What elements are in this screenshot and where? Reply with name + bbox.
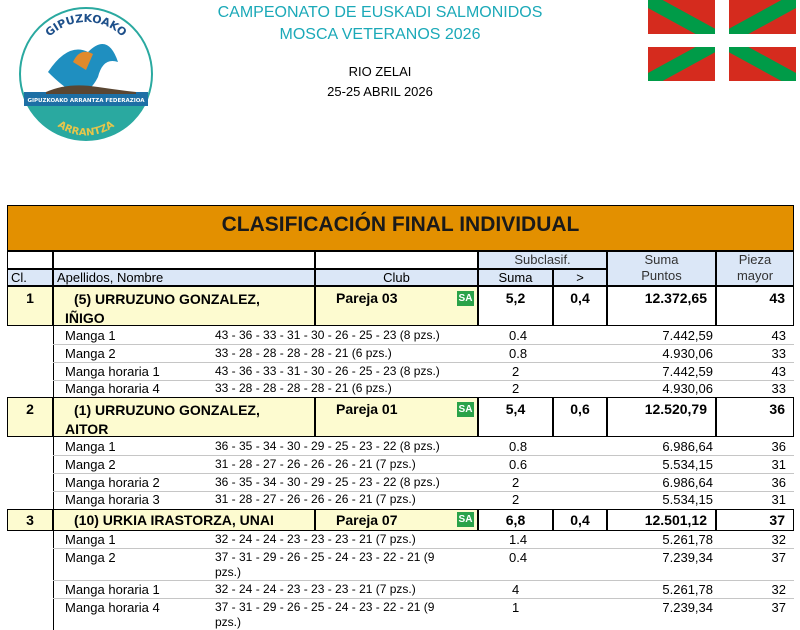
manga-detail: 33 - 28 - 28 - 28 - 28 - 21 (6 pzs.) bbox=[215, 346, 392, 360]
manga-detail: 36 - 35 - 34 - 30 - 29 - 25 - 23 - 22 (8 pzs.) bbox=[215, 475, 440, 489]
header-blank-club bbox=[315, 251, 478, 269]
row-puntos: 12.372,65 bbox=[607, 286, 716, 326]
header-cl: Cl. bbox=[7, 269, 53, 286]
sa-badge: SA bbox=[458, 293, 473, 304]
manga-detail: 33 - 28 - 28 - 28 - 28 - 21 (6 pzs.) bbox=[215, 381, 392, 395]
manga-label: Manga 1 bbox=[65, 328, 116, 343]
manga-row bbox=[53, 580, 794, 598]
manga-detail: 37 - 31 - 29 - 26 - 25 - 24 - 23 - 22 - 21 (9 bbox=[215, 600, 435, 614]
manga-pieza: 32 bbox=[771, 532, 786, 547]
header-puntos-bottom: Puntos bbox=[641, 268, 682, 283]
manga-puntos: 7.442,59 bbox=[662, 328, 713, 343]
manga-pieza: 33 bbox=[771, 381, 786, 396]
manga-puntos: 7.239,34 bbox=[662, 600, 713, 615]
manga-position: 0.8 bbox=[509, 439, 528, 454]
sa-badge: SA bbox=[458, 514, 473, 525]
manga-detail: 32 - 24 - 24 - 23 - 23 - 23 - 21 (7 pzs.) bbox=[215, 582, 416, 596]
manga-position: 4 bbox=[512, 582, 520, 597]
row-gt: 0,4 bbox=[553, 286, 607, 326]
manga-position: 0.6 bbox=[509, 457, 528, 472]
header-suma-puntos bbox=[607, 251, 716, 286]
manga-detail: 31 - 28 - 27 - 26 - 26 - 26 - 21 (7 pzs.) bbox=[215, 492, 416, 506]
header-pieza-top: Pieza bbox=[738, 252, 772, 267]
manga-label: Manga horaria 1 bbox=[65, 364, 160, 379]
manga-row bbox=[53, 455, 794, 473]
row-puntos: 12.520,79 bbox=[607, 397, 716, 437]
row-position: 2 bbox=[7, 397, 53, 437]
manga-detail: 31 - 28 - 27 - 26 - 26 - 26 - 21 (7 pzs.) bbox=[215, 457, 416, 471]
manga-row bbox=[53, 437, 794, 455]
manga-detail-cont: pzs.) bbox=[215, 615, 242, 629]
row-name-line1: (10) URKIA IRASTORZA, UNAI bbox=[74, 512, 274, 528]
manga-detail: 32 - 24 - 24 - 23 - 23 - 23 - 21 (7 pzs.) bbox=[215, 532, 416, 546]
manga-detail: 43 - 36 - 33 - 31 - 30 - 26 - 25 - 23 (8 pzs.) bbox=[215, 328, 440, 342]
manga-puntos: 4.930,06 bbox=[662, 346, 713, 361]
manga-detail: 37 - 31 - 29 - 26 - 25 - 24 - 23 - 22 - 21 (9 bbox=[215, 550, 435, 564]
header-suma: Suma bbox=[478, 269, 553, 286]
manga-detail-cont: pzs.) bbox=[215, 565, 242, 579]
manga-puntos: 5.261,78 bbox=[662, 532, 713, 547]
row-name-line2: AITOR bbox=[65, 421, 109, 437]
row-club: Pareja 01 bbox=[315, 397, 478, 437]
row-name bbox=[53, 397, 315, 437]
championship-subtitle: MOSCA VETERANOS 2026 bbox=[279, 26, 481, 43]
row-position: 1 bbox=[7, 286, 53, 326]
table-title: CLASIFICACIÓN FINAL INDIVIDUAL bbox=[221, 213, 580, 236]
row-position: 3 bbox=[7, 509, 53, 531]
manga-puntos: 6.986,64 bbox=[662, 439, 713, 454]
manga-position: 0.4 bbox=[509, 550, 528, 565]
header-pieza-bottom: mayor bbox=[736, 268, 774, 283]
header-pieza-mayor bbox=[716, 251, 794, 286]
manga-position: 2 bbox=[512, 364, 520, 379]
manga-puntos: 7.442,59 bbox=[662, 364, 713, 379]
manga-puntos: 5.534,15 bbox=[662, 492, 713, 507]
manga-pieza: 31 bbox=[771, 457, 786, 472]
manga-position: 1 bbox=[512, 600, 520, 615]
manga-label: Manga 2 bbox=[65, 346, 116, 361]
sa-badge: SA bbox=[458, 404, 473, 415]
row-name-line2: IÑIGO bbox=[65, 310, 105, 326]
row-gt: 0,4 bbox=[553, 509, 607, 531]
manga-label: Manga horaria 2 bbox=[65, 475, 160, 490]
row-gt: 0,6 bbox=[553, 397, 607, 437]
manga-label: Manga horaria 1 bbox=[65, 582, 160, 597]
manga-detail: 43 - 36 - 33 - 31 - 30 - 26 - 25 - 23 (8 pzs.) bbox=[215, 364, 440, 378]
manga-position: 0.4 bbox=[509, 328, 528, 343]
manga-label: Manga 2 bbox=[65, 457, 116, 472]
manga-position: 2 bbox=[512, 381, 520, 396]
header-blank-cl bbox=[7, 251, 53, 269]
header-gt: > bbox=[553, 269, 607, 286]
manga-row bbox=[53, 326, 794, 344]
manga-pieza: 37 bbox=[771, 600, 786, 615]
manga-pieza: 32 bbox=[771, 582, 786, 597]
row-name bbox=[53, 286, 315, 326]
manga-position: 0.8 bbox=[509, 346, 528, 361]
manga-puntos: 4.930,06 bbox=[662, 381, 713, 396]
manga-puntos: 5.534,15 bbox=[662, 457, 713, 472]
header-name: Apellidos, Nombre bbox=[53, 269, 315, 286]
manga-row bbox=[53, 598, 794, 630]
manga-pieza: 36 bbox=[771, 439, 786, 454]
manga-label: Manga 1 bbox=[65, 439, 116, 454]
manga-puntos: 6.986,64 bbox=[662, 475, 713, 490]
manga-puntos: 5.261,78 bbox=[662, 582, 713, 597]
row-pieza: 37 bbox=[716, 509, 794, 531]
manga-row bbox=[53, 344, 794, 362]
manga-row bbox=[53, 491, 794, 509]
manga-position: 1.4 bbox=[509, 532, 528, 547]
manga-row bbox=[53, 380, 794, 397]
logo-band-text: GIPUZKOAKO ARRANTZA FEDERAZIOA bbox=[27, 98, 145, 104]
header-blank-name bbox=[53, 251, 315, 269]
row-suma: 6,8 bbox=[478, 509, 553, 531]
logo-top-text: GIPUZKOAKO bbox=[42, 11, 130, 40]
manga-label: Manga horaria 4 bbox=[65, 381, 160, 396]
manga-row bbox=[53, 548, 794, 580]
ikurrina-flag bbox=[648, 0, 796, 81]
manga-pieza: 37 bbox=[771, 550, 786, 565]
header-club: Club bbox=[315, 269, 478, 286]
manga-pieza: 36 bbox=[771, 475, 786, 490]
manga-row bbox=[53, 362, 794, 380]
manga-pieza: 43 bbox=[771, 328, 786, 343]
row-suma: 5,2 bbox=[478, 286, 553, 326]
header-subclasif: Subclasif. bbox=[478, 251, 607, 269]
row-pieza: 43 bbox=[716, 286, 794, 326]
event-dates: 25-25 ABRIL 2026 bbox=[327, 84, 433, 99]
championship-title: CAMPEONATO DE EUSKADI SALMONIDOS bbox=[217, 4, 543, 21]
manga-pieza: 33 bbox=[771, 346, 786, 361]
manga-row bbox=[53, 473, 794, 491]
manga-puntos: 7.239,34 bbox=[662, 550, 713, 565]
row-puntos: 12.501,12 bbox=[607, 509, 716, 531]
results-banner bbox=[7, 205, 794, 251]
row-suma: 5,4 bbox=[478, 397, 553, 437]
federation-logo bbox=[18, 2, 154, 145]
manga-detail: 36 - 35 - 34 - 30 - 29 - 25 - 23 - 22 (8 pzs.) bbox=[215, 439, 440, 453]
manga-label: Manga horaria 3 bbox=[65, 492, 160, 507]
header-puntos-top: Suma bbox=[644, 252, 679, 267]
manga-label: Manga horaria 4 bbox=[65, 600, 160, 615]
manga-pieza: 31 bbox=[771, 492, 786, 507]
row-club: Pareja 03 bbox=[315, 286, 478, 326]
manga-label: Manga 2 bbox=[65, 550, 116, 565]
manga-row bbox=[53, 531, 794, 548]
row-name bbox=[53, 509, 315, 531]
manga-pieza: 43 bbox=[771, 364, 786, 379]
logo-bottom-text: ARRANTZA bbox=[55, 119, 117, 139]
manga-position: 2 bbox=[512, 475, 520, 490]
manga-label: Manga 1 bbox=[65, 532, 116, 547]
row-pieza: 36 bbox=[716, 397, 794, 437]
row-name-line1: (5) URRUZUNO GONZALEZ, bbox=[74, 291, 260, 307]
manga-position: 2 bbox=[512, 492, 520, 507]
row-name-line1: (1) URRUZUNO GONZALEZ, bbox=[74, 402, 260, 418]
row-club: Pareja 07 bbox=[315, 509, 478, 531]
venue: RIO ZELAI bbox=[348, 64, 412, 79]
